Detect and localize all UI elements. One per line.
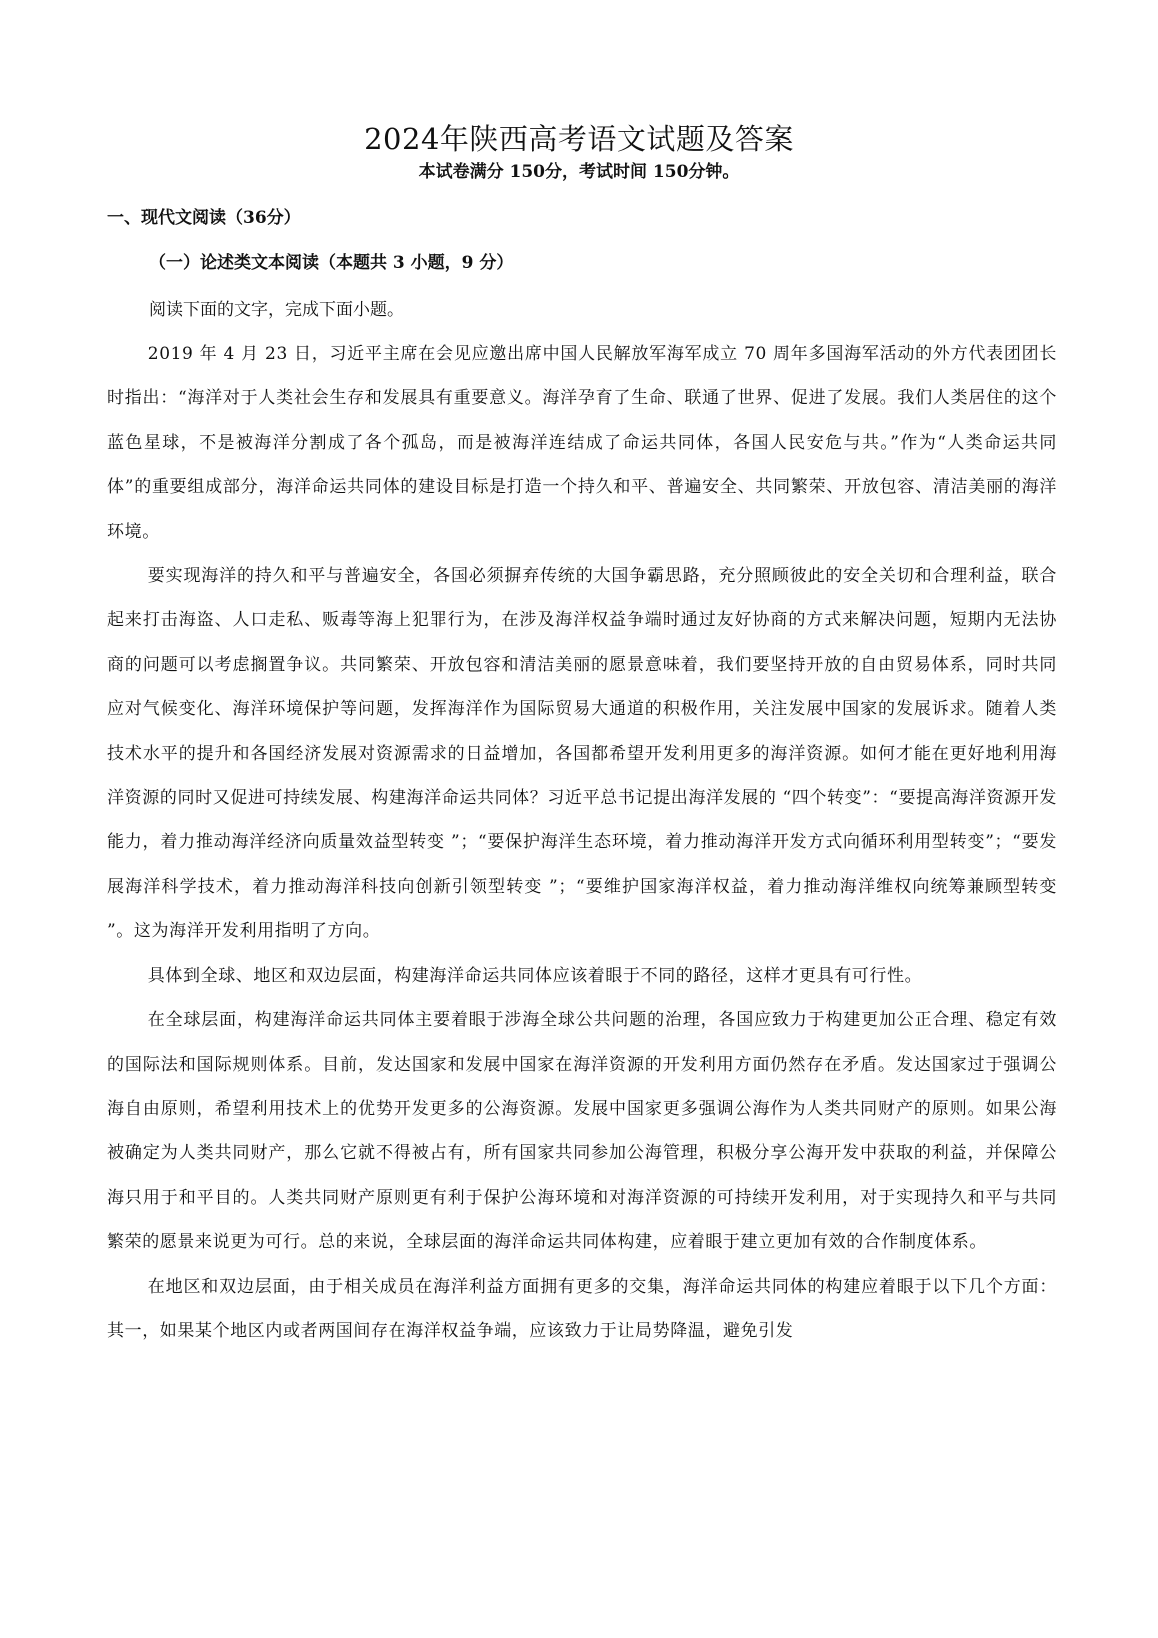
passage-paragraph: 具体到全球、地区和双边层面，构建海洋命运共同体应该着眼于不同的路径，这样才更具有可行性。	[147, 965, 923, 986]
section-heading: 一、现代文阅读（36分）	[107, 208, 301, 228]
exam-info: 本试卷满分 150分，考试时间 150分钟。	[418, 162, 740, 182]
document-title: 2024年陕西高考语文试题及答案	[364, 122, 794, 157]
passage-paragraph: 2019 年 4 月 23 日，习近平主席在会见应邀出席中国人民解放军海军成立 70 周年多国海军活动的外方代表团团长时指出：“海洋对于人类社会生存和发展具有重要意义。海洋孕育了生命、联通了世界、促进了发展。我们人类居住的这个蓝色星球，不是被海洋分割成了各个孤岛，而是被海洋连结成了命运共同体，各国人民安危与共。”作为“人类命运共同体”的重要组成部分，海洋命运共同体的建设目标是打造一个持久和平、普遍安全、共同繁荣、开放包容、清洁美丽的海洋环境。	[107, 344, 1057, 542]
passage-paragraph: 在地区和双边层面，由于相关成员在海洋利益方面拥有更多的交集，海洋命运共同体的构建应着眼于以下几个方面：其一，如果某个地区内或者两国间存在海洋权益争端，应该致力于让局势降温，避免引发	[107, 1276, 1057, 1341]
reading-instruction: 阅读下面的文字，完成下面小题。	[149, 300, 404, 320]
passage-body	[107, 332, 1057, 1353]
subsection-heading: （一）论述类文本阅读（本题共 3 小题，9 分）	[149, 253, 514, 273]
passage-paragraph: 在全球层面，构建海洋命运共同体主要着眼于涉海全球公共问题的治理，各国应致力于构建更加公正合理、稳定有效的国际法和国际规则体系。目前，发达国家和发展中国家在海洋资源的开发利用方面仍然存在矛盾。发达国家过于强调公海自由原则，希望利用技术上的优势开发更多的公海资源。发展中国家更多强调公海作为人类共同财产的原则。如果公海被确定为人类共同财产，那么它就不得被占有，所有国家共同参加公海管理，积极分享公海开发中获取的利益，并保障公海只用于和平目的。人类共同财产原则更有利于保护公海环境和对海洋资源的可持续开发利用，对于实现持久和平与共同繁荣的愿景来说更为可行。总的来说，全球层面的海洋命运共同体构建，应着眼于建立更加有效的合作制度体系。	[107, 1010, 1057, 1253]
passage-paragraph: 要实现海洋的持久和平与普遍安全，各国必须摒弃传统的大国争霸思路，充分照顾彼此的安全关切和合理利益，联合起来打击海盗、人口走私、贩毒等海上犯罪行为，在涉及海洋权益争端时通过友好协商的方式来解决问题，短期内无法协商的问题可以考虑搁置争议。共同繁荣、开放包容和清洁美丽的愿景意味着，我们要坚持开放的自由贸易体系，同时共同应对气候变化、海洋环境保护等问题，发挥海洋作为国际贸易大通道的积极作用，关注发展中国家的发展诉求。随着人类技术水平的提升和各国经济发展对资源需求的日益增加，各国都希望开发利用更多的海洋资源。如何才能在更好地利用海洋资源的同时又促进可持续发展、构建海洋命运共同体？习近平总书记提出海洋发展的 “四个转变”：“要提高海洋资源开发能力，着力推动海洋经济向质量效益型转变 ”；“要保护海洋生态环境，着力推动海洋开发方式向循环利用型转变”；“要发展海洋科学技术，着力推动海洋科技向创新引领型转变 ”；“要维护国家海洋权益，着力推动海洋维权向统筹兼顾型转变 ”。这为海洋开发利用指明了方向。	[107, 566, 1057, 942]
